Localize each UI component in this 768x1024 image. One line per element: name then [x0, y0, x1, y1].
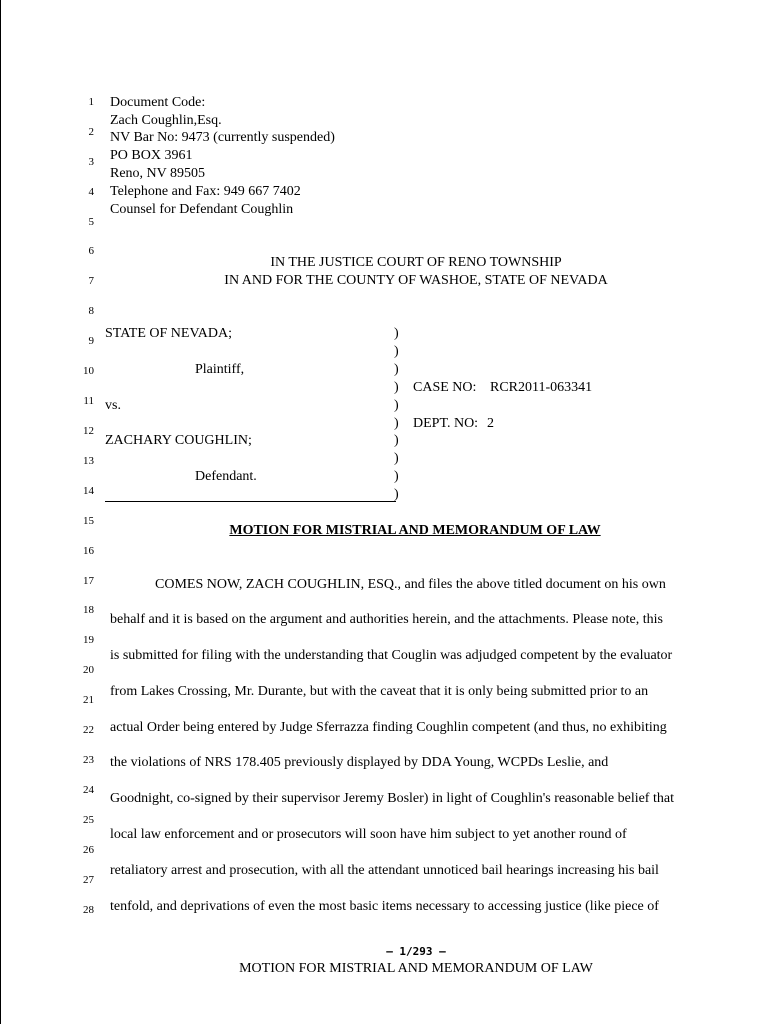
- caption-paren: ): [394, 380, 399, 395]
- body-line: the violations of NRS 178.405 previously displayed by DDA Young, WCPDs Leslie, and: [110, 755, 609, 770]
- line-number: 16: [83, 545, 94, 557]
- dept-number-label: DEPT. NO:: [413, 416, 479, 431]
- body-line: actual Order being entered by Judge Sferrazza finding Coughlin competent (and thus, no exhibiting: [110, 720, 667, 735]
- caption-paren: ): [394, 344, 399, 359]
- document-code: Document Code:: [110, 95, 206, 110]
- body-line: Goodnight, co-signed by their supervisor Jeremy Bosler) in light of Coughlin's reasonable belief that: [110, 791, 674, 806]
- line-number: 8: [88, 305, 94, 317]
- line-number: 7: [88, 275, 94, 287]
- line-number: 12: [83, 425, 94, 437]
- caption-paren: ): [394, 469, 399, 484]
- caption-paren: ): [394, 326, 399, 341]
- case-number: RCR2011-063341: [490, 380, 593, 395]
- plaintiff-role: Plaintiff,: [195, 362, 245, 377]
- line-number: 24: [83, 784, 94, 796]
- line-number: 13: [83, 455, 94, 467]
- body-line: behalf and it is based on the argument and authorities herein, and the attachments. Please note, this: [110, 612, 663, 627]
- line-number: 25: [83, 814, 94, 826]
- case-number-label: CASE NO:: [413, 380, 477, 395]
- line-number: 28: [83, 904, 94, 916]
- court-name-line-1: IN THE JUSTICE COURT OF RENO TOWNSHIP: [270, 255, 562, 270]
- line-number: 14: [83, 485, 94, 497]
- body-line: local law enforcement and or prosecutors will soon have him subject to yet another round of: [110, 827, 627, 842]
- line-number: 2: [88, 126, 94, 138]
- line-number: 17: [83, 575, 94, 587]
- plaintiff-name: STATE OF NEVADA;: [105, 326, 232, 341]
- line-number: 11: [83, 395, 94, 407]
- caption-paren: ): [394, 451, 399, 466]
- line-number: 26: [83, 844, 94, 856]
- caption-paren: ): [394, 487, 399, 502]
- line-number: 19: [83, 634, 94, 646]
- line-number: 21: [83, 694, 94, 706]
- defendant-role: Defendant.: [195, 469, 257, 484]
- line-number: 10: [83, 365, 94, 377]
- line-number: 4: [88, 186, 94, 198]
- attorney-name: Zach Coughlin,Esq.: [110, 113, 222, 128]
- caption-underline: [105, 501, 396, 502]
- footer-title: MOTION FOR MISTRIAL AND MEMORANDUM OF LAW: [239, 961, 593, 976]
- telephone-fax: Telephone and Fax: 949 667 7402: [110, 184, 301, 199]
- line-number: 22: [83, 724, 94, 736]
- body-line: from Lakes Crossing, Mr. Durante, but with the caveat that it is only being submitted prior to an: [110, 684, 649, 699]
- line-number: 3: [88, 156, 94, 168]
- line-number: 20: [83, 664, 94, 676]
- page-left-border: [0, 0, 1, 1024]
- line-number: 15: [83, 515, 94, 527]
- line-number: 1: [88, 96, 94, 108]
- line-number: 18: [83, 604, 94, 616]
- caption-paren: ): [394, 416, 399, 431]
- line-number: 27: [83, 874, 94, 886]
- line-number: 23: [83, 754, 94, 766]
- body-line: is submitted for filing with the understanding that Couglin was adjudged competent by the evaluator: [110, 648, 673, 663]
- line-number: 6: [88, 245, 94, 257]
- po-box: PO BOX 3961: [110, 148, 193, 163]
- body-line: tenfold, and deprivations of even the most basic items necessary to accessing justice (like piece of: [110, 899, 659, 914]
- caption-paren: ): [394, 398, 399, 413]
- body-line: retaliatory arrest and prosecution, with all the attendant unnoticed bail hearings increasing his bail: [110, 863, 659, 878]
- body-line: COMES NOW, ZACH COUGHLIN, ESQ., and files the above titled document on his own: [155, 577, 666, 592]
- document-title: MOTION FOR MISTRIAL AND MEMORANDUM OF LAW: [229, 523, 601, 538]
- counsel-for: Counsel for Defendant Coughlin: [110, 202, 294, 217]
- line-number: 5: [88, 216, 94, 228]
- line-number: 9: [88, 335, 94, 347]
- court-name-line-2: IN AND FOR THE COUNTY OF WASHOE, STATE OF NEVADA: [224, 273, 608, 288]
- page-number: – 1/293 –: [386, 945, 446, 958]
- caption-paren: ): [394, 433, 399, 448]
- versus: vs.: [105, 398, 121, 413]
- bar-number: NV Bar No: 9473 (currently suspended): [110, 130, 335, 145]
- dept-number: 2: [487, 416, 494, 431]
- defendant-name: ZACHARY COUGHLIN;: [105, 433, 252, 448]
- caption-paren: ): [394, 362, 399, 377]
- city-state-zip: Reno, NV 89505: [110, 166, 206, 181]
